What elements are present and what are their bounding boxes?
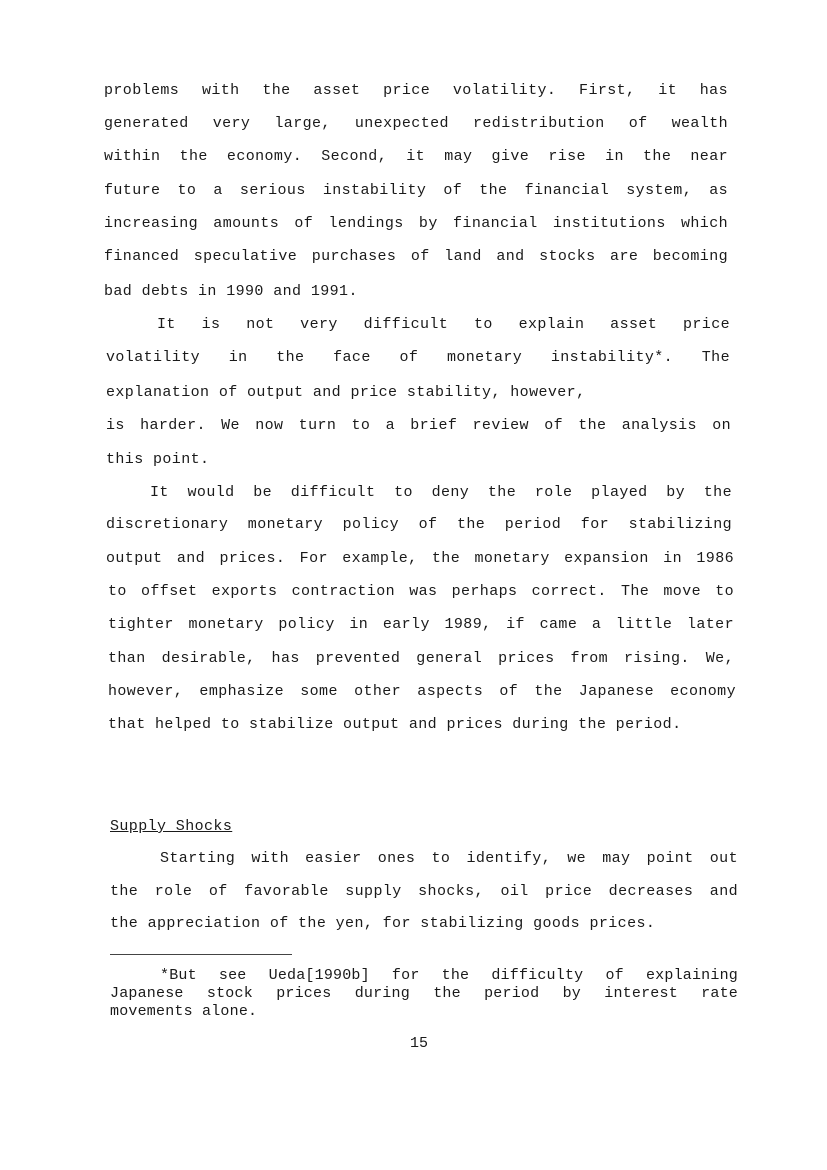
paragraph-1-line-6: financed speculative purchases of land and stocks are becoming (104, 248, 728, 265)
footnote-line-1: *But see Ueda[1990b] for the difficulty of explaining (160, 967, 738, 984)
paragraph-2-line-1: It is not very difficult to explain asset price (157, 316, 730, 333)
paragraph-1-line-2: generated very large, unexpected redistribution of wealth (104, 115, 728, 132)
paragraph-3-line-5: tighter monetary policy in early 1989, if came a little later (108, 616, 734, 633)
paragraph-1-line-1: problems with the asset price volatility. First, it has (104, 82, 728, 99)
section-heading: Supply Shocks (110, 818, 233, 835)
footnote-divider (110, 954, 292, 955)
page-number: 15 (410, 1035, 429, 1052)
paragraph-1-line-5: increasing amounts of lendings by financial institutions which (104, 215, 728, 232)
paragraph-3-line-4: to offset exports contraction was perhaps correct. The move to (108, 583, 734, 600)
paragraph-2-line-3: explanation of output and price stability, however, (106, 384, 586, 401)
section-line-3: the appreciation of the yen, for stabilizing goods prices. (110, 915, 656, 932)
paragraph-2-line-5: this point. (106, 451, 210, 468)
section-line-2: the role of favorable supply shocks, oil price decreases and (110, 883, 738, 900)
paragraph-2-line-2: volatility in the face of monetary instability*. The (106, 349, 730, 366)
paragraph-3-line-1: It would be difficult to deny the role played by the (150, 484, 732, 501)
paragraph-1-line-4: future to a serious instability of the financial system, as (104, 182, 728, 199)
paragraph-3-line-2: discretionary monetary policy of the period for stabilizing (106, 516, 732, 533)
paragraph-1-line-3: within the economy. Second, it may give rise in the near (104, 148, 728, 165)
paragraph-2-line-4: is harder. We now turn to a brief review of the analysis on (106, 417, 731, 434)
paragraph-3-line-6: than desirable, has prevented general prices from rising. We, (108, 650, 734, 667)
footnote-line-3: movements alone. (110, 1003, 258, 1020)
paragraph-3-line-8: that helped to stabilize output and prices during the period. (108, 716, 682, 733)
paragraph-1-line-7: bad debts in 1990 and 1991. (104, 283, 358, 300)
section-line-1: Starting with easier ones to identify, we may point out (160, 850, 738, 867)
paragraph-3-line-7: however, emphasize some other aspects of the Japanese economy (108, 683, 736, 700)
paragraph-3-line-3: output and prices. For example, the monetary expansion in 1986 (106, 550, 734, 567)
footnote-line-2: Japanese stock prices during the period by interest rate (110, 985, 738, 1002)
